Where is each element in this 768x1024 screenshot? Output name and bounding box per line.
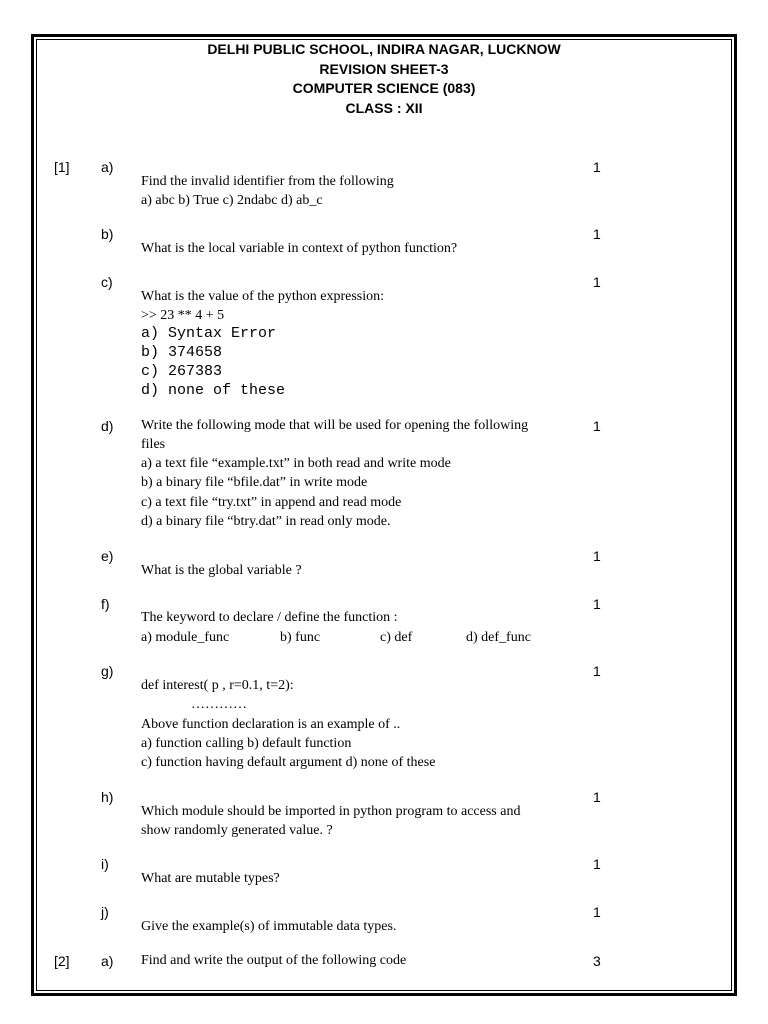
question-number-1: [1] bbox=[54, 159, 70, 175]
question-text-1i: What are mutable types? bbox=[141, 871, 280, 886]
question-text-1d-cont: files bbox=[141, 437, 166, 452]
part-letter-1i: i) bbox=[101, 856, 109, 872]
mark-1b: 1 bbox=[593, 226, 601, 242]
part-letter-1j: j) bbox=[101, 904, 109, 920]
mark-1c: 1 bbox=[593, 274, 601, 290]
options-1a: a) abc b) True c) 2ndabc d) ab_c bbox=[141, 193, 323, 208]
part-letter-1d: d) bbox=[101, 418, 114, 434]
question-text-1f: The keyword to declare / define the function : bbox=[141, 610, 398, 625]
mark-1i: 1 bbox=[593, 856, 601, 872]
options-1g-ab: a) function calling b) default function bbox=[141, 736, 352, 751]
item-1d-c: c) a text file “try.txt” in append and read mode bbox=[141, 495, 402, 510]
sheet-title: REVISION SHEET-3 bbox=[319, 60, 449, 77]
question-text-1h-cont: show randomly generated value. ? bbox=[141, 823, 333, 838]
mark-1d: 1 bbox=[593, 418, 601, 434]
question-text-1d: Write the following mode that will be used for opening the following bbox=[141, 418, 529, 433]
part-letter-1a: a) bbox=[101, 159, 114, 175]
part-letter-2a: a) bbox=[101, 953, 114, 969]
school-name: DELHI PUBLIC SCHOOL, INDIRA NAGAR, LUCKNOW bbox=[207, 41, 561, 57]
part-letter-1g: g) bbox=[101, 663, 114, 679]
expression-1c: >> 23 ** 4 + 5 bbox=[141, 308, 225, 323]
code-line-1g: def interest( p , r=0.1, t=2): bbox=[141, 678, 294, 693]
mark-1f: 1 bbox=[593, 596, 601, 612]
option-1f-c: c) def bbox=[380, 630, 413, 645]
mark-1g: 1 bbox=[593, 663, 601, 679]
option-1f-d: d) def_func bbox=[466, 630, 531, 645]
option-1f-a: a) module_func bbox=[141, 630, 230, 645]
item-1d-d: d) a binary file “btry.dat” in read only mode. bbox=[141, 514, 391, 529]
part-letter-1c: c) bbox=[101, 274, 113, 290]
mark-1e: 1 bbox=[593, 548, 601, 564]
question-text-1a: Find the invalid identifier from the following bbox=[141, 174, 394, 189]
option-1c-b: b) 374658 bbox=[141, 344, 223, 361]
item-1d-a: a) a text file “example.txt” in both read and write mode bbox=[141, 456, 451, 471]
mark-1j: 1 bbox=[593, 904, 601, 920]
option-1c-a: a) Syntax Error bbox=[141, 325, 277, 342]
question-text-1g: Above function declaration is an example of .. bbox=[141, 717, 401, 732]
question-number-2: [2] bbox=[54, 953, 70, 969]
option-1c-d: d) none of these bbox=[141, 382, 286, 399]
question-text-1c: What is the value of the python expression: bbox=[141, 289, 384, 304]
option-1c-c: c) 267383 bbox=[141, 363, 223, 380]
item-1d-b: b) a binary file “bfile.dat” in write mode bbox=[141, 475, 368, 490]
part-letter-1h: h) bbox=[101, 789, 114, 805]
part-letter-1e: e) bbox=[101, 548, 114, 564]
code-ellipsis-1g: ………… bbox=[191, 697, 247, 712]
question-text-1h: Which module should be imported in python program to access and bbox=[141, 804, 521, 819]
part-letter-1f: f) bbox=[101, 596, 110, 612]
document-header bbox=[36, 40, 732, 118]
question-text-1j: Give the example(s) of immutable data types. bbox=[141, 919, 397, 934]
question-text-1b: What is the local variable in context of python function? bbox=[141, 241, 458, 256]
class-title: CLASS : XII bbox=[345, 99, 423, 116]
question-text-1e: What is the global variable ? bbox=[141, 563, 302, 578]
options-1g-cd: c) function having default argument d) none of these bbox=[141, 755, 436, 770]
part-letter-1b: b) bbox=[101, 226, 114, 242]
mark-2a: 3 bbox=[593, 953, 601, 969]
mark-1a: 1 bbox=[593, 159, 601, 175]
mark-1h: 1 bbox=[593, 789, 601, 805]
question-text-2a: Find and write the output of the following code bbox=[141, 953, 407, 968]
option-1f-b: b) func bbox=[280, 630, 321, 645]
subject-title: COMPUTER SCIENCE (083) bbox=[292, 80, 476, 96]
